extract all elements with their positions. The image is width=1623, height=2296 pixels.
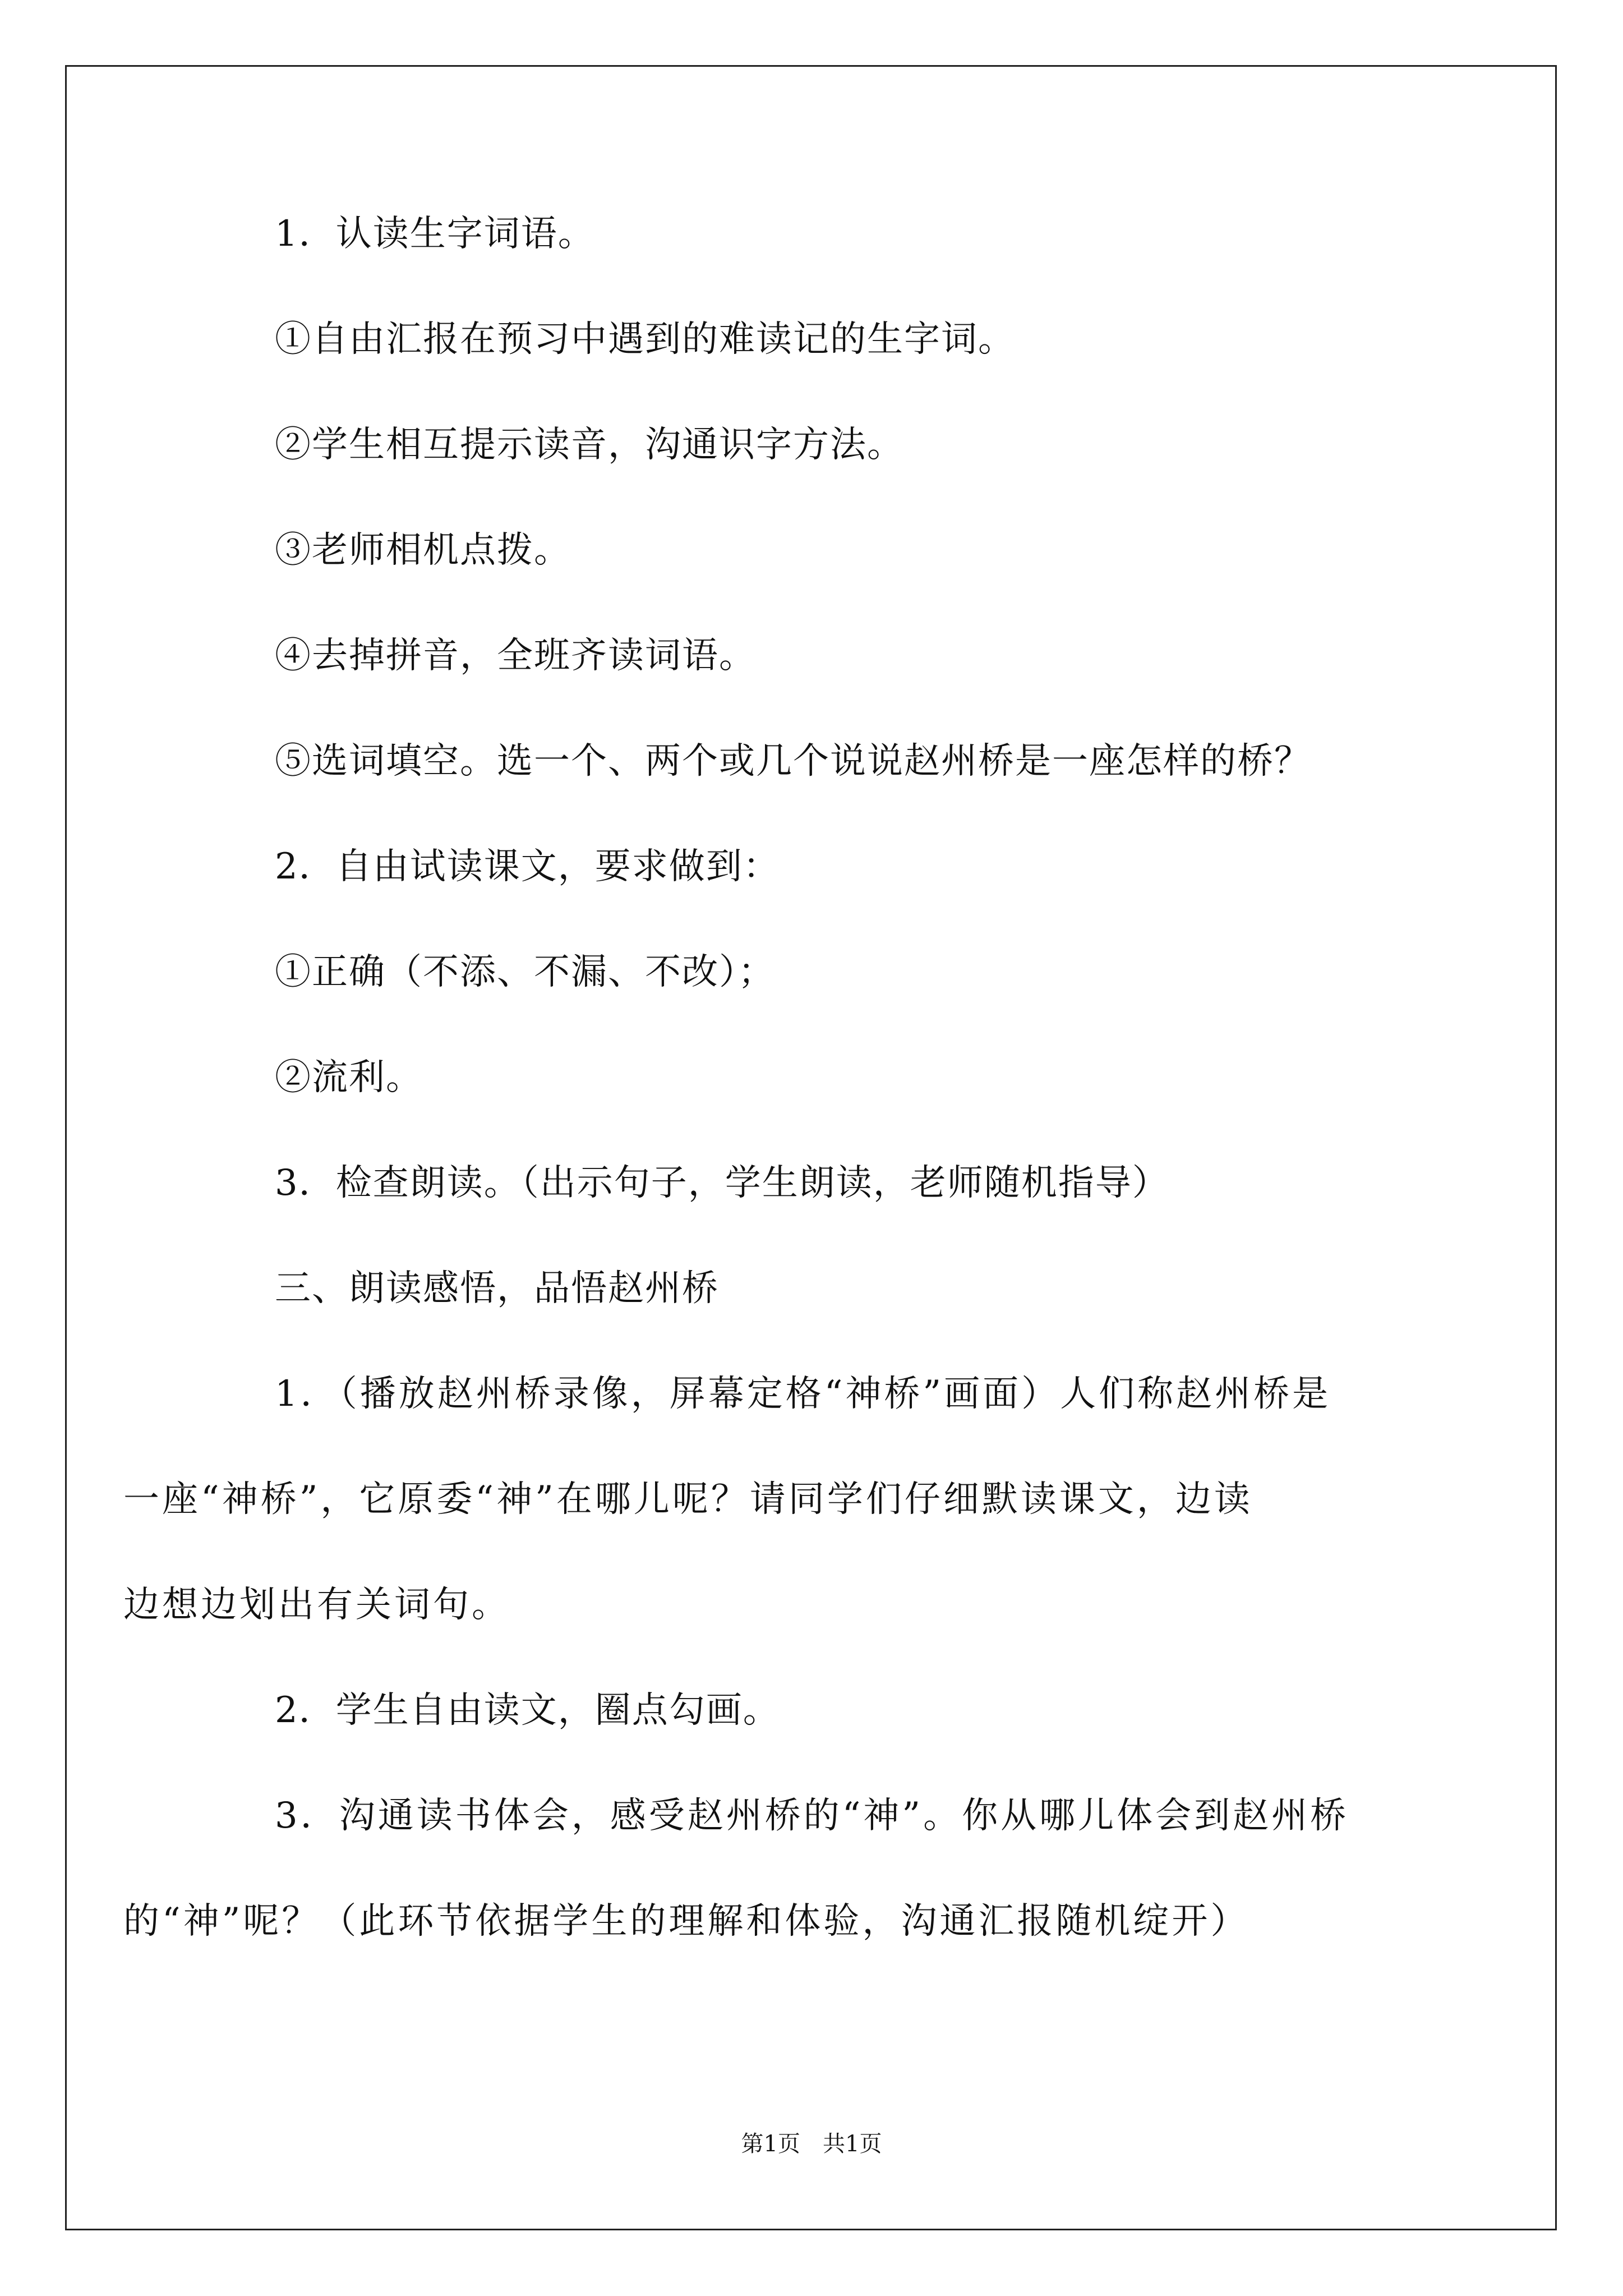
paragraph: 2．学生自由读文，圈点勾画。 [275,1690,780,1731]
paragraph: ①自由汇报在预习中遇到的难读记的生字词。 [275,319,1015,360]
paragraph: ③老师相机点拨。 [275,530,571,571]
paragraph-line: 1．（播放赵州桥录像，屏幕定格“神桥”画面）人们称赵州桥是 [275,1373,1331,1415]
paragraph: 1．认读生字词语。 [275,213,595,255]
paragraph-multiline [123,1763,1433,1974]
paragraph-line: 3．沟通读书体会，感受赵州桥的“神”。你从哪儿体会到赵州桥 [275,1795,1349,1837]
paragraph-line: 的“神”呢？（此环节依据学生的理解和体验，沟通汇报随机绽开） [123,1901,1249,1942]
section-heading: 三、朗读感悟，品悟赵州桥 [275,1268,719,1309]
paragraph: ②学生相互提示读音，沟通识字方法。 [275,424,904,466]
paragraph: ②流利。 [275,1057,423,1098]
paragraph: 2．自由试读课文，要求做到： [275,846,780,887]
paragraph-multiline [123,1341,1433,1658]
paragraph-line: 边想边划出有关词句。 [123,1584,510,1626]
paragraph-line: 一座“神桥”，它原委“神”在哪儿呢？请同学们仔细默读课文，边读 [123,1479,1253,1520]
page-footer: 第1页 共1页 [741,2131,882,2157]
paragraph: ①正确（不添、不漏、不改）； [275,951,775,993]
paragraph: ④去掉拼音，全班齐读词语。 [275,635,756,677]
document-body [123,213,1433,2009]
paragraph: ⑤选词填空。选一个、两个或几个说说赵州桥是一座怎样的桥？ [275,740,1311,782]
paragraph: 3．检查朗读。（出示句子，学生朗读，老师随机指导） [275,1162,1169,1204]
